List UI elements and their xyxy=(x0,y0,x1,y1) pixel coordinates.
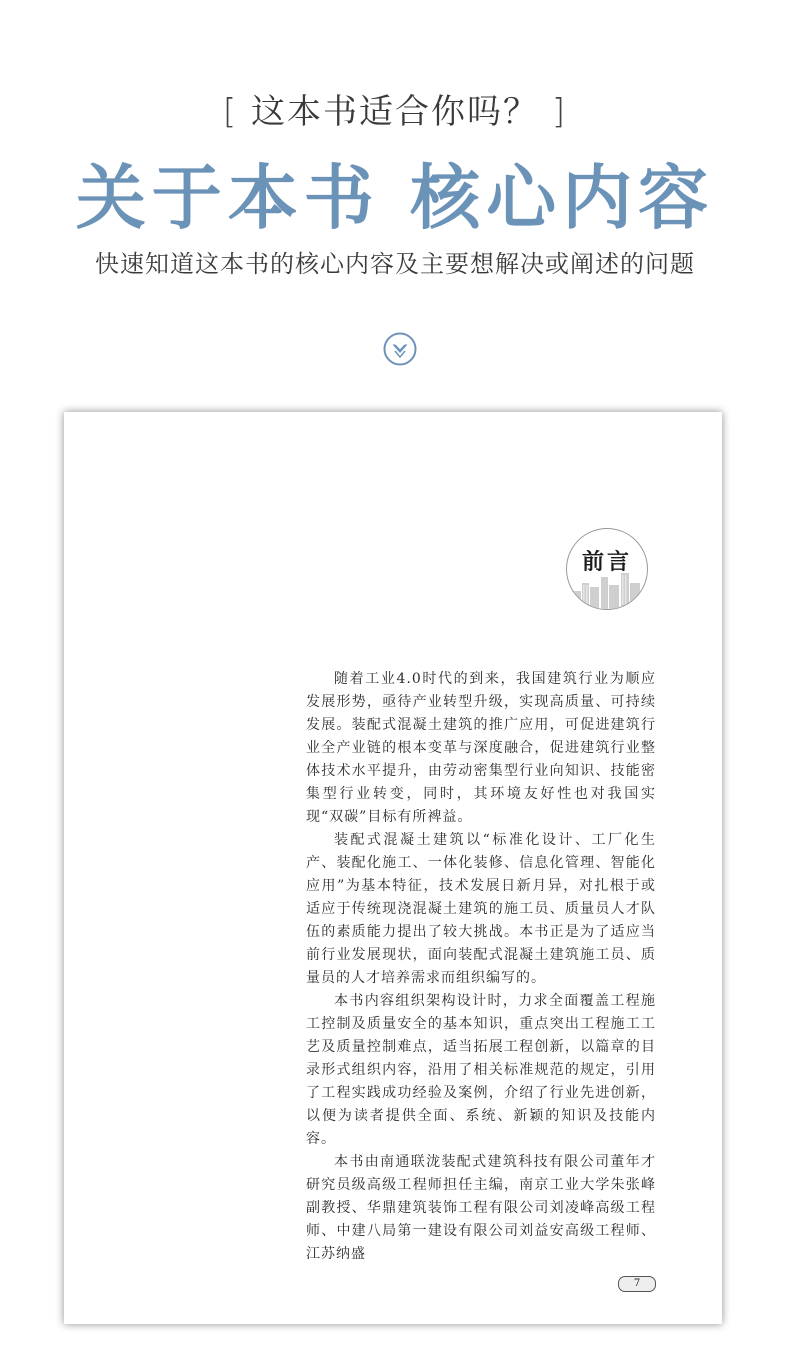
bracket-close: ] xyxy=(551,92,568,132)
page-title: 关于本书 核心内容 xyxy=(75,156,715,239)
kicker-text: 这本书适合你吗？ xyxy=(251,92,539,132)
preface-paragraph-4: 本书由南通联泷装配式建筑科技有限公司董年才研究员级高级工程师担任主编，南京工业大学朱张峰副教授、华鼎建筑装饰工程有限公司刘凌峰高级工程师、中建八局第一建设有限公司刘益安高级工程师、江苏纳盛 xyxy=(306,1154,656,1262)
preface-paragraph-3: 本书内容组织架构设计时，力求全面覆盖工程施工控制及质量安全的基本知识，重点突出工程施工工艺及质量控制难点，适当拓展工程创新，以篇章的目录形式组织内容，沿用了相关标准规范的规定，引用了工程实践成功经验及案例，介绍了行业先进创新，以便为读者提供全面、系统、新颖的知识及技能内容。 xyxy=(306,993,656,1147)
bracket-open: [ xyxy=(222,92,239,132)
preface-paragraph-1: 随着工业4.0时代的到来，我国建筑行业为顺应发展形势，亟待产业转型升级，实现高质量、可持续发展。装配式混凝土建筑的推广应用，可促进建筑行业全产业链的根本变革与深度融合，促进建筑行业整体技术水平提升，由劳动密集型行业向知识、技能密集型行业转变，同时，其环境友好性也对我国实现“双碳”目标有所裨益。 xyxy=(306,671,656,825)
preface-body xyxy=(306,668,656,1266)
kicker-line xyxy=(0,84,790,133)
preface-badge xyxy=(566,528,648,610)
page-subtitle: 快速知道这本书的核心内容及主要想解决或阐述的问题 xyxy=(95,250,695,278)
preface-paragraph-2: 装配式混凝土建筑以“标准化设计、工厂化生产、装配化施工、一体化装修、信息化管理、智能化应用”为基本特征，技术发展日新月异，对扎根于或适应于传统现浇混凝土建筑的施工员、质量员人才队伍的素质能力提出了较大挑战。本书正是为了适应当前行业发展现状，面向装配式混凝土建筑施工员、质量员的人才培养需求而组织编写的。 xyxy=(306,832,656,986)
chevron-down-circle-icon xyxy=(383,332,417,366)
page-number: 7 xyxy=(618,1276,656,1292)
preface-label: 前言 xyxy=(581,550,632,575)
book-page xyxy=(64,412,722,1324)
